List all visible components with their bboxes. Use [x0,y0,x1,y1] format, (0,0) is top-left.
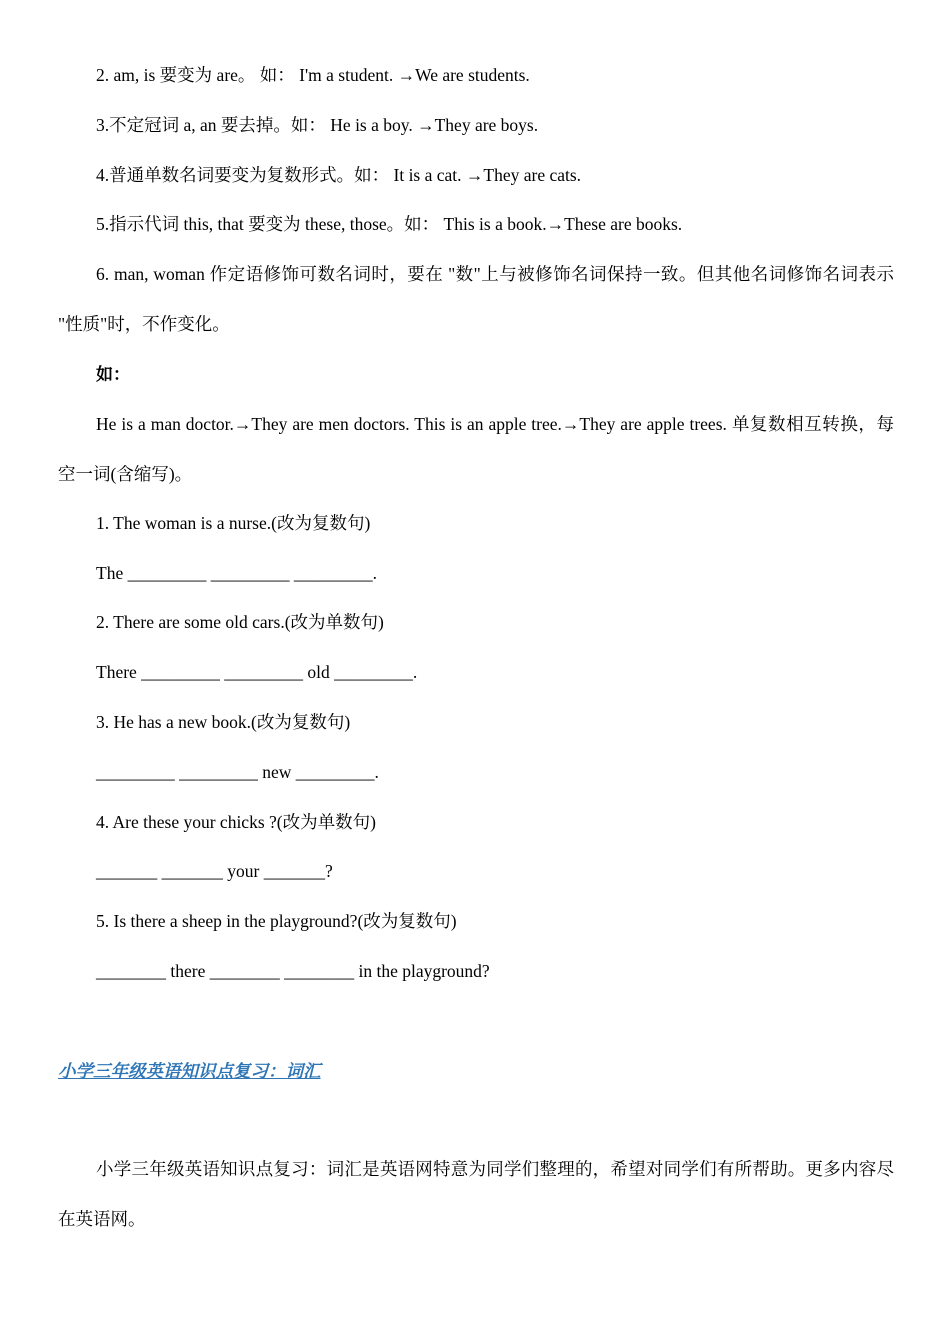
rule-3: 3.不定冠词 a, an 要去掉。如： He is a boy. →They are boys. [96,115,539,135]
rule-2: 2. am, is 要变为 are。 如： I'm a student. →We are students. [96,65,530,85]
example-paragraph: He is a man doctor.→They are men doctors. This is an apple tree.→They are apple trees. 单复数相互转换，每空一词(含缩写)。 [58,414,894,484]
exercise-5-question: 5. Is there a sheep in the playground?(改为复数句) [96,911,457,931]
rule-4: 4.普通单数名词要变为复数形式。如： It is a cat. →They are cats. [96,165,582,185]
exercise-1-answer-line: The _________ _________ _________. [96,563,377,583]
section-title-link[interactable]: 小学三年级英语知识点复习：词汇 [58,1061,321,1081]
exercise-5-answer-line: ________ there ________ ________ in the playground? [96,961,490,981]
rule-6: 6. man, woman 作定语修饰可数名词时，要在 "数"上与被修饰名词保持一致。但其他名词修饰名词表示 "性质"时，不作变化。 [58,264,894,334]
exercise-2-answer-line: There _________ _________ old _________. [96,662,418,682]
exercise-3-question: 3. He has a new book.(改为复数句) [96,712,351,732]
intro-paragraph: 小学三年级英语知识点复习：词汇是英语网特意为同学们整理的，希望对同学们有所帮助。更多内容尽在英语网。 [58,1159,894,1229]
exercise-1-question: 1. The woman is a nurse.(改为复数句) [96,513,371,533]
exercise-3-answer-line: _________ _________ new _________. [96,762,379,782]
exercise-4-question: 4. Are these your chicks ?(改为单数句) [96,812,376,832]
example-heading: 如： [96,365,130,385]
exercise-2-question: 2. There are some old cars.(改为单数句) [96,612,384,632]
exercise-4-answer-line: _______ _______ your _______? [96,861,333,881]
rule-5: 5.指示代词 this, that 要变为 these, those。如： This is a book.→These are books. [96,214,683,234]
